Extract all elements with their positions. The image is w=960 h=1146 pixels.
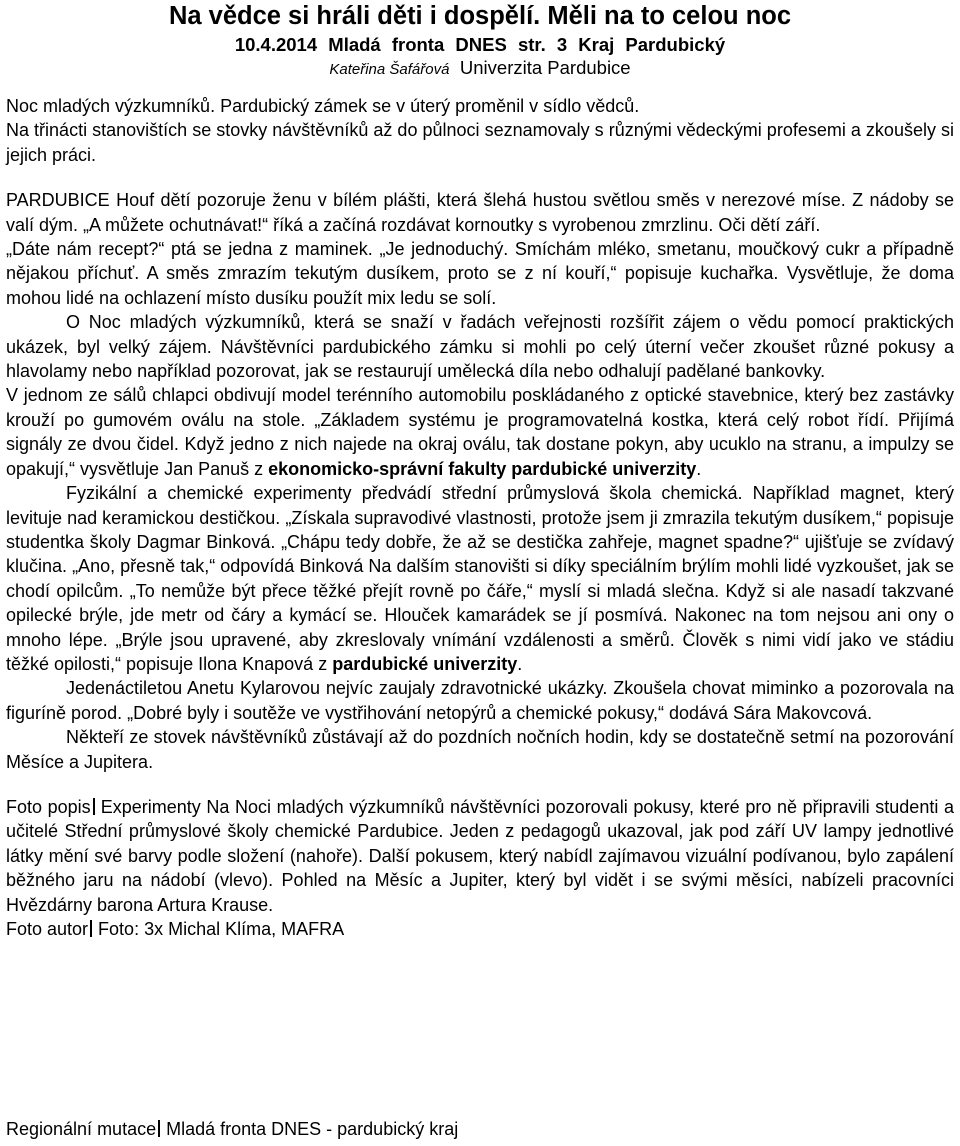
article-body — [6, 94, 954, 941]
publication-date: 10.4.2014 — [234, 34, 318, 55]
paragraph-2: „Dáte nám recept?“ ptá se jedna z maminek. „Je jednoduchý. Smíchám mléko, smetanu, moučkový cukr a případně nějakou příchuť. A směs zmrazím tekutým dusíkem, proto se z ní kouří,“ popisuje kuchařka. Vysvětluje, že doma mohou lidé na ochlazení místo dusíku použít mix ledu se solí. — [6, 239, 954, 308]
paragraph-1: PARDUBICE Houf dětí pozoruje ženu v bílém plášti, která šlehá hustou světlou směs v nerezové míse. Z nádoby se valí dým. „A můžete ochutnávat!“ říká a začíná rozdávat kornoutky s vyrobenou zmrzlinu. Oči dětí září. — [6, 190, 954, 235]
publication-section: Kraj Pardubický — [578, 34, 726, 55]
regional-edition — [6, 1117, 458, 1141]
lead-paragraph: Na třinácti stanovištích se stovky návštěvníků až do půlnoci seznamovaly s různými vědeckými profesemi a zkoušely si jejich práci. — [6, 120, 954, 165]
photo-author-label: Foto autor — [6, 919, 89, 939]
publication-info — [0, 33, 960, 57]
photo-caption-text: Experimenty Na Noci mladých výzkumníků návštěvníci pozorovali pokusy, které pro ně připravili studenti a učitelé Střední průmyslové školy chemické Pardubice. Jeden z pedagogů ukazoval, jak pod září UV lampy jednotlivé látky mění své barvy podle složení (nahoře). Další pokusem, který nabídl zajímavou vizuální podívanou, bylo zapálení běžného jaru na nádobí (vlevo). Pohled na Měsíc a Jupiter, který byl vidět i se svými měsíci, nabízeli pracovníci Hvězdárny barona Artura Krause. — [6, 796, 954, 915]
field-separator — [90, 920, 92, 937]
article-title: Na vědce si hráli děti i dospělí. Měli na to celou noc — [168, 2, 792, 30]
publication-source: Mladá fronta DNES — [328, 34, 507, 55]
author-name: Kateřina Šafářová — [329, 61, 450, 78]
photo-caption-label: Foto popis — [6, 796, 91, 817]
paragraph-7: Někteří ze stovek návštěvníků zůstávají až do pozdních nočních hodin, kdy se dostatečně setmí na pozorování Měsíce a Jupitera. — [6, 727, 954, 772]
author-line — [0, 56, 960, 82]
lead-line: Noc mladých výzkumníků. Pardubický zámek se v úterý proměnil v sídlo vědců. — [6, 96, 640, 116]
regional-edition-label: Regionální mutace — [6, 1119, 157, 1139]
university-name: pardubické univerzity — [332, 653, 518, 674]
publication-page: str. 3 — [517, 34, 568, 55]
field-separator — [158, 1120, 160, 1137]
faculty-name: ekonomicko-správní fakulty pardubické univerzity — [268, 458, 697, 479]
photo-author-text: Foto: 3x Michal Klíma, MAFRA — [98, 919, 345, 939]
paragraph-6: Jedenáctiletou Anetu Kylarovou nejvíc zaujaly zdravotnické ukázky. Zkoušela chovat miminko a pozorovala na figuríně porod. „Dobré byly i soutěže ve vystřihování netopýrů a chemické pokusy,“ dodává Sára Makovcová. — [6, 678, 954, 723]
author-affiliation: Univerzita Pardubice — [459, 57, 631, 78]
paragraph-3: O Noc mladých výzkumníků, která se snaží v řadách veřejnosti rozšířit zájem o vědu pomocí praktických ukázek, byl velký zájem. Návštěvníci pardubického zámku si mohli po celý úterní večer zkoušet různé pokusy a hlavolamy nebo například pozorovat, jak se restaurují umělecká díla nebo odhalují padělané bankovky. — [6, 312, 954, 382]
paragraph-5: Fyzikální a chemické experimenty předvádí střední průmyslová škola chemická. Například magnet, který levituje nad keramickou destičkou. „Získala supravodivé vlastnosti, protože jsem ji zmrazila tekutým dusíkem,“ popisuje studentka školy Dagmar Binková. „Chápu tedy dobře, že až se destička zahřeje, magnet spadne?“ ujišťuje se zvídavý klučina. „Ano, přesně tak,“ odpovídá Binková Na dalším stanovišti si díky speciálním brýlím mohli lidé vyzkoušet, jak se chodí opilcům. „To nemůže být přece těžké přejít rovně po čáře,“ myslí si mladá slečna. Když si ale nasadí takzvané opilecké brýle, jde metr od čáry a kymácí se. Hlouček kamarádek se jí posmívá. Nakonec na tom nejsou ani ony o mnoho lépe. „Brýle jsou upravené, aby zkreslovaly vnímání vzdálenosti a směrů. Člověk s nimi vidí jako ve stádiu těžké opilosti,“ popisuje Ilona Knapová z pardubické univerzity. — [6, 483, 954, 674]
photo-caption — [6, 795, 954, 917]
photo-author — [6, 917, 954, 941]
paragraph-4: V jednom ze sálů chlapci obdivují model terénního automobilu poskládaného z optické stavebnice, který bez zastávky krouží po gumovém oválu na stole. „Základem systému je programovatelná kostka, která celý robot řídí. Přijímá signály ze dvou čidel. Když jedno z nich najede na okraj oválu, tak dostane pokyn, aby ucuklo na stranu, a impulzy se opakují,“ vysvětluje Jan Panuš z ekonomicko-správní fakulty pardubické univerzity. — [6, 385, 954, 479]
regional-edition-text: Mladá fronta DNES - pardubický kraj — [166, 1119, 459, 1139]
field-separator — [93, 798, 95, 815]
